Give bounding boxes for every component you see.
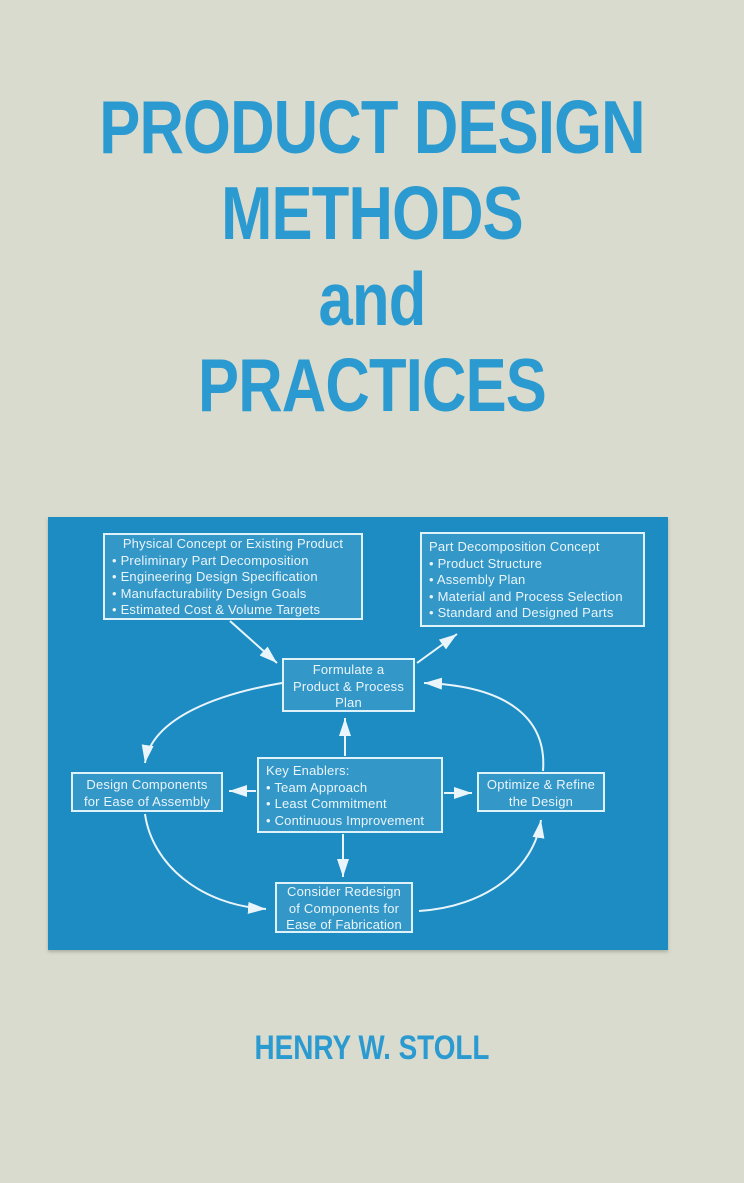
optimize-line-1: Optimize & Refine [486, 777, 596, 792]
optimize-line-2: the Design [508, 793, 574, 809]
part-bullet-1: • Product Structure [429, 555, 543, 571]
part-bullet-2: • Assembly Plan [429, 572, 526, 587]
physical-concept-box [103, 533, 363, 620]
design-process-diagram [48, 517, 668, 950]
formulate-line-1: Formulate a [312, 662, 385, 677]
author-name: HENRY W. STOLL [254, 1029, 490, 1067]
consider-line-1: Consider Redesign [287, 884, 401, 899]
consider-line-3: Ease of Fabrication [286, 917, 402, 932]
formulate-line-3: Plan [335, 695, 362, 710]
title-line-4: PRACTICES [198, 343, 546, 427]
enablers-bullet-2: • Least Commitment [266, 796, 387, 811]
enablers-bullet-1: • Team Approach [266, 779, 368, 795]
part-decomposition-box [420, 532, 645, 627]
design-components-box [71, 772, 223, 812]
key-enablers-header: Key Enablers: [266, 763, 350, 778]
optimize-refine-box [477, 772, 605, 812]
enablers-bullet-3: • Continuous Improvement [266, 812, 425, 828]
physical-bullet-1: • Preliminary Part Decomposition [112, 552, 309, 568]
formulate-plan-box [282, 658, 415, 712]
part-bullet-3: • Material and Process Selection [429, 588, 623, 604]
physical-concept-header: Physical Concept or Existing Product [122, 536, 344, 551]
physical-bullet-2: • Engineering Design Specification [112, 569, 318, 584]
consider-redesign-box [275, 882, 413, 933]
key-enablers-box [257, 757, 443, 833]
design-line-1: Design Components [86, 777, 208, 792]
title-line-1: PRODUCT DESIGN [99, 85, 645, 169]
physical-bullet-4: • Estimated Cost & Volume Targets [112, 602, 321, 617]
design-line-2: for Ease of Assembly [83, 793, 211, 809]
part-decomposition-header: Part Decomposition Concept [429, 539, 600, 554]
physical-bullet-3: • Manufacturability Design Goals [112, 585, 307, 601]
title-line-2: METHODS [221, 171, 523, 255]
formulate-line-2: Product & Process [292, 678, 405, 694]
book-title [67, 84, 677, 428]
title-line-3: and [318, 257, 426, 341]
part-bullet-4: • Standard and Designed Parts [429, 605, 614, 620]
consider-line-2: of Components for [288, 900, 400, 916]
